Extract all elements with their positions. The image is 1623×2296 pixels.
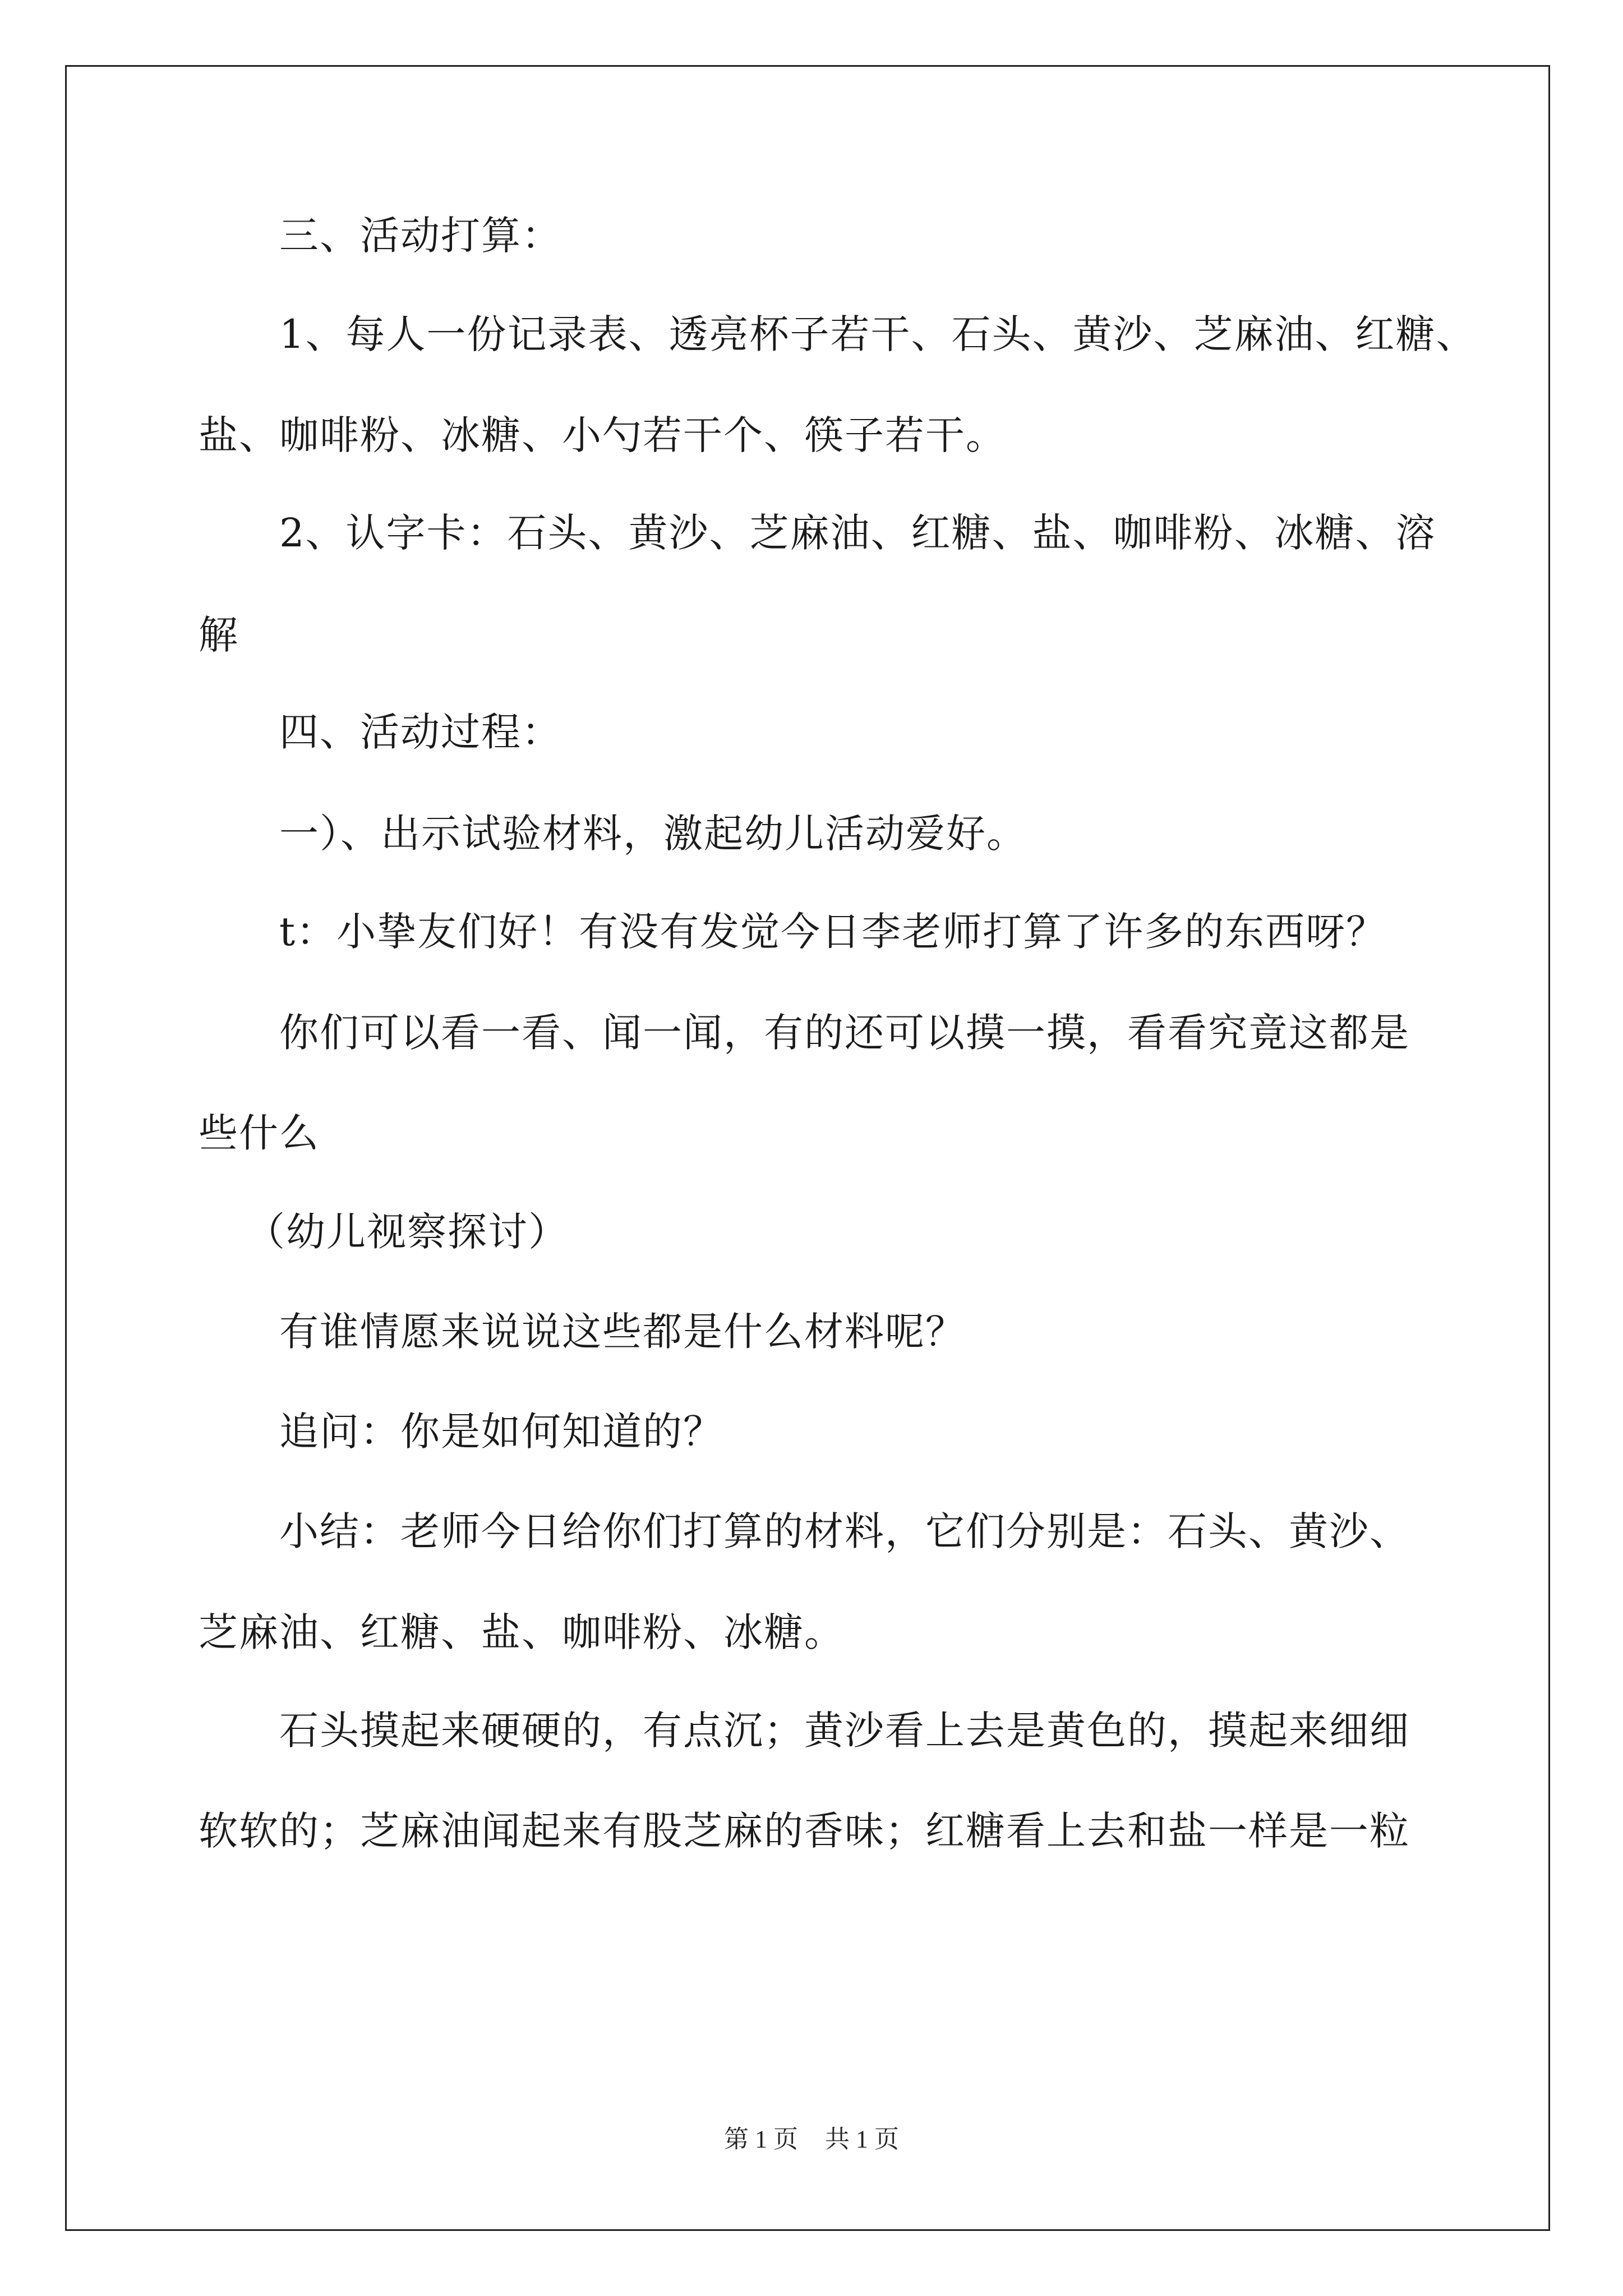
paragraph-line: 小结：老师今日给你们打算的材料，它们分别是：石头、黄沙、: [279, 1508, 1410, 1554]
paragraph-line: 解: [199, 612, 239, 658]
paragraph-line: 些什么: [199, 1110, 320, 1156]
paragraph-line: 追问：你是如何知道的？: [279, 1409, 723, 1455]
paragraph-line: 2、认字卡：石头、黄沙、芝麻油、红糖、盐、咖啡粉、冰糖、溶: [279, 510, 1436, 556]
page-footer: [0, 2124, 1623, 2155]
paragraph-line: 有谁情愿来说说这些都是什么材料呢？: [279, 1309, 966, 1355]
section-heading-process: 四、活动过程：: [279, 709, 562, 755]
paragraph-line: 1、每人一份记录表、透亮杯子若干、石头、黄沙、芝麻油、红糖、: [279, 311, 1477, 357]
page-total: 共 1 页: [825, 2125, 899, 2153]
paragraph-line: （幼儿视察探讨）: [246, 1209, 569, 1255]
paragraph-line: 芝麻油、红糖、盐、咖啡粉、冰糖。: [199, 1609, 845, 1655]
paragraph-line: 一）、出示试验材料，激起幼儿活动爱好。: [279, 811, 1027, 857]
paragraph-line: 软软的；芝麻油闻起来有股芝麻的香味；红糖看上去和盐一样是一粒: [199, 1808, 1410, 1854]
page-number: 第 1 页: [724, 2125, 798, 2153]
paragraph-line: t：小挚友们好！有没有发觉今日李老师打算了许多的东西呀？: [279, 909, 1387, 955]
section-heading-preparation: 三、活动打算：: [279, 213, 562, 259]
paragraph-line: 盐、咖啡粉、冰糖、小勺若干个、筷子若干。: [199, 412, 1006, 458]
paragraph-line: 你们可以看一看、闻一闻，有的还可以摸一摸，看看究竟这都是: [279, 1010, 1410, 1056]
paragraph-line: 石头摸起来硬硬的，有点沉；黄沙看上去是黄色的，摸起来细细: [279, 1708, 1410, 1754]
